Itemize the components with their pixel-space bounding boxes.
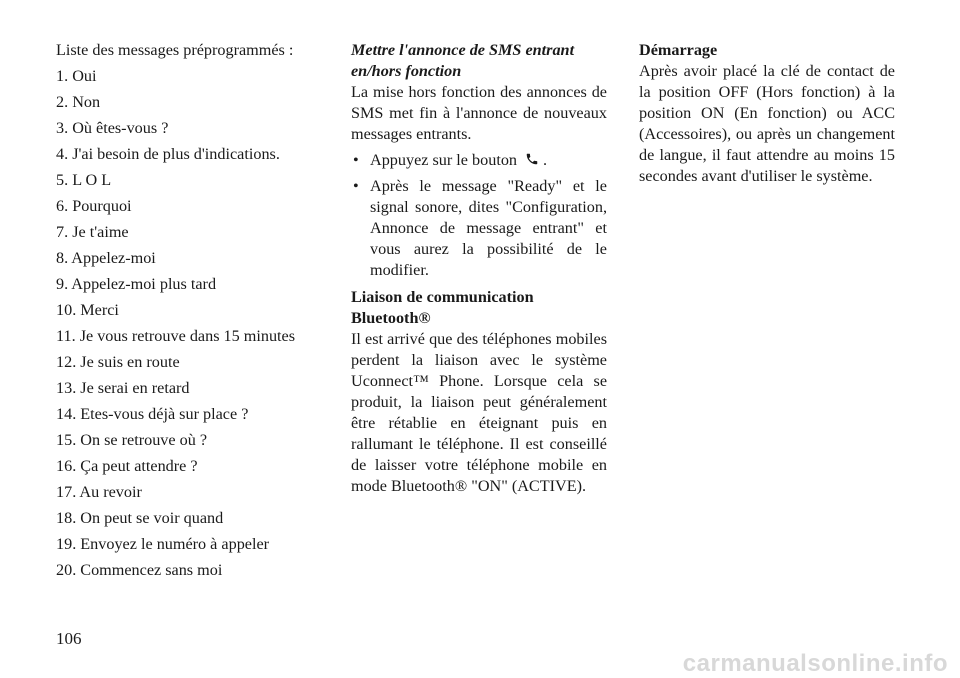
- message-text: Je serai en retard: [80, 379, 190, 397]
- message-item: [56, 300, 326, 326]
- message-item: [56, 66, 326, 92]
- bluetooth-link-heading: Liaison de communication Bluetooth®: [351, 288, 534, 327]
- step-press-button-text: Appuyez sur le bouton: [370, 151, 518, 169]
- message-text: L O L: [72, 171, 112, 189]
- message-item: [56, 560, 326, 586]
- bullet-symbol: •: [353, 177, 359, 195]
- step-press-button-end: .: [543, 151, 548, 169]
- bullet-symbol: •: [353, 151, 359, 169]
- message-item: [56, 196, 326, 222]
- message-number: 16.: [56, 457, 77, 475]
- startup-column: [639, 40, 895, 187]
- message-text: Non: [72, 93, 101, 111]
- startup-heading: Démarrage: [639, 41, 718, 59]
- message-text: Oui: [72, 67, 97, 85]
- message-number: 12.: [56, 353, 77, 371]
- message-item: [56, 508, 326, 534]
- message-item: [56, 534, 326, 560]
- message-item: [56, 92, 326, 118]
- message-number: 19.: [56, 535, 77, 553]
- message-text: Envoyez le numéro à appeler: [80, 535, 270, 553]
- message-item: [56, 248, 326, 274]
- message-item: [56, 430, 326, 456]
- message-text: J'ai besoin de plus d'indications.: [72, 145, 280, 163]
- message-text: Au revoir: [79, 483, 142, 501]
- message-item: [56, 326, 326, 352]
- sms-bluetooth-column: [351, 40, 607, 497]
- step-say-command-text: Après le message "Ready" et le signal sonore, dites "Configuration, Annonce de message entrant" et vous aurez la possibilité de le modifier.: [370, 177, 607, 279]
- startup-text: Après avoir placé la clé de contact de la position OFF (Hors fonction) à la position ON (En fonction) ou ACC (Accessoires), ou après un changement de langue, il faut attendre au moins 15 secondes avant d'utiliser le système.: [639, 62, 895, 185]
- sms-steps-list: [351, 150, 607, 281]
- watermark-logo: carmanualsonline.info: [682, 650, 948, 677]
- message-list-column: [56, 40, 326, 586]
- message-item: [56, 482, 326, 508]
- sms-announcement-text: La mise hors fonction des annonces de SMS met fin à l'annonce de nouveaux messages entrants.: [351, 83, 607, 143]
- phone-icon: [525, 152, 539, 166]
- message-number: 9.: [56, 275, 69, 293]
- message-text: Commencez sans moi: [80, 561, 223, 579]
- message-number: 3.: [56, 119, 69, 137]
- message-number: 4.: [56, 145, 69, 163]
- message-number: 6.: [56, 197, 69, 215]
- message-item: [56, 378, 326, 404]
- message-number: 20.: [56, 561, 77, 579]
- message-number: 10.: [56, 301, 77, 319]
- message-text: Merci: [80, 301, 119, 319]
- message-item: [56, 456, 326, 482]
- message-text: Je vous retrouve dans 15 minutes: [79, 327, 296, 345]
- message-text: Je suis en route: [80, 353, 180, 371]
- message-text: On se retrouve où ?: [80, 431, 208, 449]
- message-text: On peut se voir quand: [80, 509, 224, 527]
- bluetooth-link-text: Il est arrivé que des téléphones mobiles perdent la liaison avec le système Uconnect™ Phone. Lorsque cela se produit, la liaison peut généralement être rétablie en éteignant puis en rallumant le téléphone. Il est conseillé de laisser votre téléphone mobile en mode Bluetooth® "ON" (ACTIVE).: [351, 330, 607, 495]
- message-number: 15.: [56, 431, 77, 449]
- message-text: Appelez-moi plus tard: [71, 275, 217, 293]
- page-number: 106: [56, 629, 82, 648]
- message-text: Ça peut attendre ?: [80, 457, 198, 475]
- message-text: Pourquoi: [72, 197, 132, 215]
- message-item: [56, 352, 326, 378]
- step-say-command: [351, 176, 607, 281]
- message-number: 18.: [56, 509, 77, 527]
- message-number: 13.: [56, 379, 77, 397]
- message-item: [56, 118, 326, 144]
- message-text: Appelez-moi: [71, 249, 156, 267]
- message-item: [56, 170, 326, 196]
- message-number: 8.: [56, 249, 69, 267]
- message-item: [56, 404, 326, 430]
- message-text: Je t'aime: [72, 223, 129, 241]
- message-number: 11.: [56, 327, 76, 345]
- sms-announcement-heading: Mettre l'annonce de SMS entrant en/hors fonction: [351, 41, 575, 80]
- message-number: 5.: [56, 171, 69, 189]
- message-number: 2.: [56, 93, 69, 111]
- message-number: 17.: [56, 483, 77, 501]
- message-number: 7.: [56, 223, 69, 241]
- message-item: [56, 144, 326, 170]
- message-number: 1.: [56, 67, 69, 85]
- message-item: [56, 274, 326, 300]
- preprogrammed-message-list: [56, 66, 326, 586]
- message-text: Etes-vous déjà sur place ?: [80, 405, 249, 423]
- message-item: [56, 222, 326, 248]
- message-text: Où êtes-vous ?: [72, 119, 169, 137]
- step-press-button: [351, 150, 607, 171]
- message-number: 14.: [56, 405, 77, 423]
- message-list-intro: Liste des messages préprogrammés :: [56, 41, 294, 59]
